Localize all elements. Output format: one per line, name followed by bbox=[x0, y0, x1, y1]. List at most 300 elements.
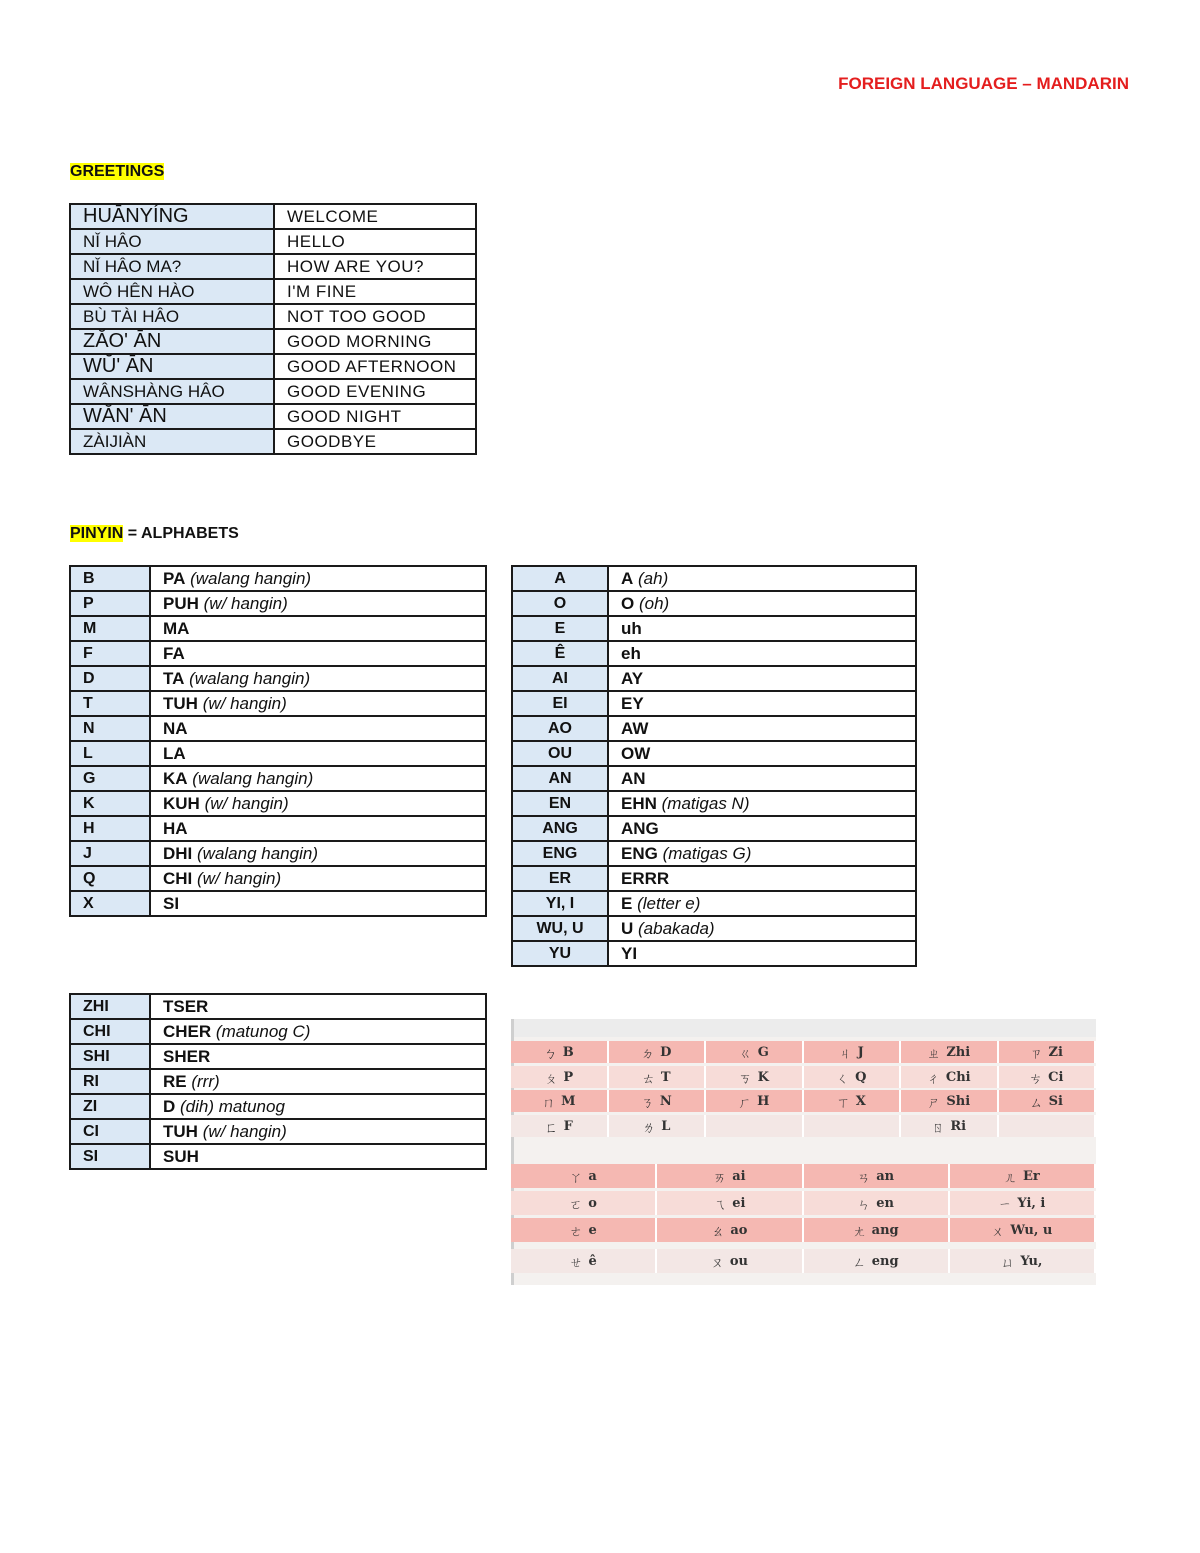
greeting-mandarin: BÙ TÀI HÂO bbox=[70, 304, 274, 329]
table-row bbox=[512, 891, 916, 916]
pinyin-sound-cell bbox=[608, 641, 916, 666]
pinyin-sound-cell bbox=[150, 1144, 486, 1169]
zhuyin-glyph: ㄩ bbox=[1001, 1255, 1015, 1271]
greeting-english: NOT TOO GOOD bbox=[274, 304, 476, 329]
greeting-english: GOOD NIGHT bbox=[274, 404, 476, 429]
greeting-english: HOW ARE YOU? bbox=[274, 254, 476, 279]
pinyin-sound-cell bbox=[608, 891, 916, 916]
pinyin-sound: NA bbox=[163, 719, 188, 738]
chart-cell bbox=[901, 1090, 999, 1112]
chart-cell bbox=[950, 1191, 1096, 1215]
table-row bbox=[70, 404, 476, 429]
pinyin-letter: EI bbox=[512, 691, 608, 716]
zhuyin-glyph: ㄌ bbox=[642, 1120, 656, 1136]
pinyin-sound: E bbox=[621, 894, 633, 913]
pinyin-sound: TSER bbox=[163, 997, 209, 1016]
pinyin-note: (oh) bbox=[638, 594, 670, 613]
table-row bbox=[512, 641, 916, 666]
chart-cell bbox=[706, 1090, 804, 1112]
zhuyin-label: ai bbox=[732, 1168, 746, 1184]
zhuyin-label: H bbox=[757, 1093, 770, 1109]
chart-cell bbox=[901, 1066, 999, 1088]
table-row bbox=[70, 1069, 486, 1094]
pinyin-sound: EY bbox=[621, 694, 644, 713]
table-row bbox=[512, 916, 916, 941]
pinyin-sound-cell bbox=[608, 766, 916, 791]
pinyin-sound-cell bbox=[608, 566, 916, 591]
pinyin-title-text: PINYIN bbox=[70, 525, 124, 542]
pinyin-sound: TA bbox=[163, 669, 185, 688]
pinyin-letter: ZHI bbox=[70, 994, 150, 1019]
pinyin-letter: P bbox=[70, 591, 150, 616]
zhuyin-label: N bbox=[659, 1093, 672, 1109]
zhuyin-label: eng bbox=[871, 1253, 899, 1269]
pinyin-sound: LA bbox=[163, 744, 186, 763]
pinyin-title bbox=[70, 525, 239, 543]
pinyin-letter: X bbox=[70, 891, 150, 916]
zhuyin-label: e bbox=[588, 1222, 597, 1238]
chart-row bbox=[511, 1066, 1096, 1088]
table-row bbox=[70, 1044, 486, 1069]
table-row bbox=[70, 741, 486, 766]
table-row bbox=[512, 566, 916, 591]
pinyin-letter: M bbox=[70, 616, 150, 641]
zhuyin-label: Ci bbox=[1048, 1069, 1064, 1085]
chart-row bbox=[511, 1115, 1096, 1137]
pinyin-sound-cell bbox=[150, 741, 486, 766]
pinyin-note: (dih) matunog bbox=[180, 1097, 285, 1116]
pinyin-letter: AN bbox=[512, 766, 608, 791]
zhuyin-label: Q bbox=[855, 1069, 867, 1085]
pinyin-sound-cell bbox=[608, 941, 916, 966]
pinyin-sound: uh bbox=[621, 619, 642, 638]
zhuyin-label: D bbox=[660, 1044, 672, 1060]
zhuyin-glyph: ㄖ bbox=[931, 1120, 945, 1136]
pinyin-sound-cell bbox=[608, 691, 916, 716]
zhuyin-glyph: ㄝ bbox=[569, 1255, 583, 1271]
greeting-mandarin: NǏ HÂO bbox=[70, 229, 274, 254]
table-row bbox=[512, 791, 916, 816]
chart-row bbox=[511, 1249, 1096, 1273]
pinyin-note: (walang hangin) bbox=[197, 844, 318, 863]
pinyin-letter: SI bbox=[70, 1144, 150, 1169]
pinyin-sound: ANG bbox=[621, 819, 659, 838]
zhuyin-glyph: ㄤ bbox=[852, 1224, 866, 1240]
pinyin-sound: PUH bbox=[163, 594, 199, 613]
pinyin-sound: U bbox=[621, 919, 634, 938]
zhuyin-label: Wu, u bbox=[1010, 1222, 1053, 1238]
pinyin-sound-cell bbox=[150, 866, 486, 891]
table-row bbox=[512, 741, 916, 766]
table-row bbox=[512, 616, 916, 641]
chart-cell bbox=[609, 1090, 707, 1112]
chart-cell bbox=[804, 1090, 902, 1112]
chart-cell bbox=[706, 1115, 804, 1137]
pinyin-letter: ANG bbox=[512, 816, 608, 841]
pinyin-letter: J bbox=[70, 841, 150, 866]
zhuyin-label: a bbox=[588, 1168, 597, 1184]
zhuyin-glyph: ㄚ bbox=[569, 1170, 583, 1186]
zhuyin-label: Shi bbox=[946, 1093, 971, 1109]
pinyin-note: (walang hangin) bbox=[192, 769, 314, 788]
chart-cell bbox=[901, 1115, 999, 1137]
table-row bbox=[512, 841, 916, 866]
pinyin-sound-cell bbox=[150, 1094, 486, 1119]
greetings-title bbox=[70, 163, 164, 181]
pinyin-letter: AI bbox=[512, 666, 608, 691]
chart-cell bbox=[511, 1164, 657, 1188]
pinyin-sound: AN bbox=[621, 769, 646, 788]
zhuyin-label: ê bbox=[588, 1253, 597, 1269]
pinyin-letter: F bbox=[70, 641, 150, 666]
zhuyin-glyph: ㄙ bbox=[1029, 1095, 1043, 1111]
pinyin-letter: CHI bbox=[70, 1019, 150, 1044]
pinyin-letter: RI bbox=[70, 1069, 150, 1094]
pinyin-letter: CI bbox=[70, 1119, 150, 1144]
pinyin-title-suffix: = ALPHABETS bbox=[123, 525, 239, 542]
zhuyin-label: o bbox=[588, 1195, 597, 1211]
pinyin-letter: ER bbox=[512, 866, 608, 891]
pinyin-sound-cell bbox=[608, 666, 916, 691]
pinyin-note: (letter e) bbox=[637, 894, 701, 913]
zhuyin-glyph: ㄏ bbox=[738, 1095, 752, 1111]
table-row bbox=[70, 666, 486, 691]
retroflex-table bbox=[69, 993, 487, 1170]
chart-cell bbox=[511, 1090, 609, 1112]
table-row bbox=[70, 254, 476, 279]
greeting-english: HELLO bbox=[274, 229, 476, 254]
pinyin-note: (abakada) bbox=[638, 919, 715, 938]
zhuyin-glyph: ㄧ bbox=[998, 1197, 1012, 1213]
pinyin-sound: TUH bbox=[163, 1122, 198, 1141]
pinyin-sound: OW bbox=[621, 744, 651, 763]
chart-cell bbox=[511, 1191, 657, 1215]
pinyin-sound-cell bbox=[150, 566, 486, 591]
pinyin-sound: SUH bbox=[163, 1147, 199, 1166]
pinyin-sound: AW bbox=[621, 719, 649, 738]
zhuyin-label: ou bbox=[729, 1253, 748, 1269]
zhuyin-glyph: ㄍ bbox=[738, 1046, 752, 1062]
zhuyin-glyph: ㄒ bbox=[836, 1095, 850, 1111]
chart-cell bbox=[999, 1041, 1097, 1063]
zhuyin-glyph: ㄐ bbox=[838, 1046, 852, 1062]
table-row bbox=[70, 841, 486, 866]
pinyin-letter: Ê bbox=[512, 641, 608, 666]
table-row bbox=[70, 691, 486, 716]
pinyin-note: (w/ hangin) bbox=[197, 869, 282, 888]
zhuyin-label: L bbox=[661, 1118, 671, 1134]
zhuyin-glyph: ㄞ bbox=[713, 1170, 727, 1186]
pinyin-letter: A bbox=[512, 566, 608, 591]
pinyin-sound: PA bbox=[163, 569, 186, 588]
zhuyin-label: Si bbox=[1048, 1093, 1063, 1109]
pinyin-letter: N bbox=[70, 716, 150, 741]
pinyin-note: (w/ hangin) bbox=[203, 594, 288, 613]
pinyin-sound: EHN bbox=[621, 794, 657, 813]
chart-row bbox=[511, 1090, 1096, 1112]
table-row bbox=[70, 866, 486, 891]
chart-cell bbox=[609, 1066, 707, 1088]
pinyin-sound-cell bbox=[608, 741, 916, 766]
table-row bbox=[70, 566, 486, 591]
pinyin-sound: ENG bbox=[621, 844, 658, 863]
zhuyin-label: en bbox=[876, 1195, 894, 1211]
pinyin-sound-cell bbox=[150, 791, 486, 816]
chart-cell bbox=[804, 1191, 950, 1215]
pinyin-letter: OU bbox=[512, 741, 608, 766]
zhuyin-label: X bbox=[855, 1093, 866, 1109]
zhuyin-chart-image bbox=[511, 1019, 1096, 1285]
table-row bbox=[70, 204, 476, 229]
table-row bbox=[70, 429, 476, 454]
pinyin-note: (ah) bbox=[638, 569, 669, 588]
chart-cell bbox=[999, 1090, 1097, 1112]
zhuyin-label: K bbox=[757, 1069, 769, 1085]
pinyin-sound-cell bbox=[608, 816, 916, 841]
pinyin-sound-cell bbox=[608, 866, 916, 891]
zhuyin-glyph: ㄓ bbox=[927, 1046, 941, 1062]
pinyin-sound: YI bbox=[621, 944, 638, 963]
zhuyin-label: F bbox=[563, 1118, 573, 1134]
table-row bbox=[512, 816, 916, 841]
zhuyin-glyph: ㄨ bbox=[991, 1224, 1005, 1240]
zhuyin-glyph: ㄇ bbox=[542, 1095, 556, 1111]
pinyin-letter: E bbox=[512, 616, 608, 641]
chart-cell bbox=[901, 1041, 999, 1063]
page-header: FOREIGN LANGUAGE – MANDARIN bbox=[838, 74, 1129, 93]
chart-cell bbox=[511, 1218, 657, 1242]
pinyin-sound: O bbox=[621, 594, 635, 613]
table-row bbox=[70, 1119, 486, 1144]
pinyin-letter: YU bbox=[512, 941, 608, 966]
zhuyin-glyph: ㄛ bbox=[569, 1197, 583, 1213]
pinyin-letter: WU, U bbox=[512, 916, 608, 941]
chart-cell bbox=[804, 1066, 902, 1088]
table-row bbox=[70, 1094, 486, 1119]
pinyin-sound: MA bbox=[163, 619, 190, 638]
pinyin-letter: ZI bbox=[70, 1094, 150, 1119]
pinyin-sound-cell bbox=[150, 641, 486, 666]
pinyin-letter: ENG bbox=[512, 841, 608, 866]
zhuyin-glyph: ㄘ bbox=[1029, 1071, 1043, 1087]
greetings-title-text: GREETINGS bbox=[70, 163, 165, 180]
pinyin-note: (matunog C) bbox=[215, 1022, 311, 1041]
pinyin-sound-cell bbox=[150, 1119, 486, 1144]
pinyin-note: (w/ hangin) bbox=[202, 1122, 287, 1141]
pinyin-sound-cell bbox=[150, 716, 486, 741]
pinyin-note: (rrr) bbox=[191, 1072, 220, 1091]
greeting-mandarin: ZĂO' ĀN bbox=[70, 329, 274, 354]
greeting-english: GOOD AFTERNOON bbox=[274, 354, 476, 379]
chart-cell bbox=[511, 1041, 609, 1063]
pinyin-letter: EN bbox=[512, 791, 608, 816]
greeting-english: GOOD MORNING bbox=[274, 329, 476, 354]
consonants-table bbox=[69, 565, 487, 917]
pinyin-letter: YI, I bbox=[512, 891, 608, 916]
table-row bbox=[70, 716, 486, 741]
table-row bbox=[70, 279, 476, 304]
chart-row bbox=[511, 1191, 1096, 1215]
chart-cell bbox=[804, 1164, 950, 1188]
pinyin-sound: DHI bbox=[163, 844, 193, 863]
pinyin-letter: B bbox=[70, 566, 150, 591]
greeting-mandarin: WÂNSHÀNG HÂO bbox=[70, 379, 274, 404]
zhuyin-label: J bbox=[857, 1044, 864, 1060]
chart-cell bbox=[609, 1115, 707, 1137]
table-row bbox=[70, 591, 486, 616]
zhuyin-label: Er bbox=[1023, 1168, 1040, 1184]
zhuyin-label: ang bbox=[871, 1222, 899, 1238]
pinyin-sound: KA bbox=[163, 769, 188, 788]
pinyin-sound-cell bbox=[150, 1044, 486, 1069]
table-row bbox=[512, 941, 916, 966]
pinyin-note: (walang hangin) bbox=[189, 669, 311, 688]
greeting-mandarin: WŬ' ĀN bbox=[70, 354, 274, 379]
pinyin-sound-cell bbox=[150, 1069, 486, 1094]
greeting-english: GOOD EVENING bbox=[274, 379, 476, 404]
zhuyin-glyph: ㄆ bbox=[544, 1071, 558, 1087]
table-row bbox=[512, 666, 916, 691]
table-row bbox=[70, 329, 476, 354]
pinyin-sound: HA bbox=[163, 819, 188, 838]
pinyin-sound: eh bbox=[621, 644, 641, 663]
chart-cell bbox=[511, 1249, 657, 1273]
pinyin-sound-cell bbox=[150, 841, 486, 866]
zhuyin-glyph: ㄟ bbox=[713, 1197, 727, 1213]
pinyin-sound: D bbox=[163, 1097, 176, 1116]
zhuyin-label: an bbox=[876, 1168, 895, 1184]
pinyin-note: (w/ hangin) bbox=[204, 794, 289, 813]
pinyin-note: (w/ hangin) bbox=[202, 694, 287, 713]
table-row bbox=[512, 591, 916, 616]
zhuyin-glyph: ㄣ bbox=[857, 1197, 871, 1213]
pinyin-sound-cell bbox=[608, 791, 916, 816]
zhuyin-glyph: ㄑ bbox=[836, 1071, 850, 1087]
zhuyin-glyph: ㄠ bbox=[711, 1224, 725, 1240]
zhuyin-label: M bbox=[561, 1093, 576, 1109]
chart-cell bbox=[609, 1041, 707, 1063]
table-row bbox=[70, 1019, 486, 1044]
zhuyin-label: ao bbox=[730, 1222, 748, 1238]
chart-row bbox=[511, 1218, 1096, 1242]
table-row bbox=[70, 379, 476, 404]
table-row bbox=[70, 1144, 486, 1169]
zhuyin-label: P bbox=[563, 1069, 574, 1085]
pinyin-sound-cell bbox=[608, 716, 916, 741]
chart-cell bbox=[706, 1041, 804, 1063]
zhuyin-label: B bbox=[562, 1044, 574, 1060]
chart-cell bbox=[804, 1115, 902, 1137]
table-row bbox=[512, 866, 916, 891]
greeting-mandarin: ZÀIJIÀN bbox=[70, 429, 274, 454]
pinyin-letter: SHI bbox=[70, 1044, 150, 1069]
zhuyin-glyph: ㄗ bbox=[1029, 1046, 1043, 1062]
chart-cell bbox=[804, 1249, 950, 1273]
chart-cell bbox=[657, 1249, 803, 1273]
zhuyin-glyph: ㄊ bbox=[641, 1071, 655, 1087]
pinyin-sound-cell bbox=[150, 591, 486, 616]
zhuyin-glyph: ㄜ bbox=[569, 1224, 583, 1240]
table-row bbox=[70, 766, 486, 791]
zhuyin-label: Chi bbox=[945, 1069, 971, 1085]
pinyin-sound-cell bbox=[150, 666, 486, 691]
pinyin-sound-cell bbox=[150, 691, 486, 716]
zhuyin-label: Yu, bbox=[1020, 1253, 1043, 1269]
greeting-mandarin: WĂN' ĀN bbox=[70, 404, 274, 429]
zhuyin-label: G bbox=[757, 1044, 769, 1060]
chart-cell bbox=[950, 1249, 1096, 1273]
zhuyin-label: T bbox=[660, 1069, 671, 1085]
pinyin-sound-cell bbox=[150, 766, 486, 791]
pinyin-sound-cell bbox=[608, 916, 916, 941]
zhuyin-glyph: ㄎ bbox=[738, 1071, 752, 1087]
pinyin-letter: D bbox=[70, 666, 150, 691]
table-row bbox=[70, 816, 486, 841]
pinyin-letter: L bbox=[70, 741, 150, 766]
table-row bbox=[70, 891, 486, 916]
zhuyin-label: ei bbox=[732, 1195, 746, 1211]
pinyin-sound-cell bbox=[150, 1019, 486, 1044]
pinyin-letter: Q bbox=[70, 866, 150, 891]
pinyin-note: (matigas N) bbox=[661, 794, 750, 813]
pinyin-sound: RE bbox=[163, 1072, 187, 1091]
chart-cell bbox=[657, 1218, 803, 1242]
pinyin-sound: SI bbox=[163, 894, 180, 913]
pinyin-sound: KUH bbox=[163, 794, 200, 813]
pinyin-sound: FA bbox=[163, 644, 185, 663]
chart-cell bbox=[706, 1066, 804, 1088]
pinyin-sound: CHI bbox=[163, 869, 193, 888]
pinyin-sound-cell bbox=[150, 994, 486, 1019]
table-row bbox=[70, 229, 476, 254]
table-row bbox=[512, 766, 916, 791]
chart-cell bbox=[999, 1066, 1097, 1088]
chart-cell bbox=[950, 1164, 1096, 1188]
pinyin-letter: O bbox=[512, 591, 608, 616]
pinyin-note: (matigas G) bbox=[662, 844, 752, 863]
pinyin-sound: A bbox=[621, 569, 634, 588]
pinyin-sound: TUH bbox=[163, 694, 198, 713]
zhuyin-glyph: ㄔ bbox=[926, 1071, 940, 1087]
chart-cell bbox=[657, 1164, 803, 1188]
chart-row bbox=[511, 1164, 1096, 1188]
chart-cell bbox=[657, 1191, 803, 1215]
pinyin-sound-cell bbox=[150, 891, 486, 916]
pinyin-sound: ERRR bbox=[621, 869, 670, 888]
greeting-english: WELCOME bbox=[274, 204, 476, 229]
greeting-mandarin: NǏ HÂO MA? bbox=[70, 254, 274, 279]
chart-cell bbox=[511, 1066, 609, 1088]
zhuyin-label: Zi bbox=[1048, 1044, 1063, 1060]
greeting-english: I'M FINE bbox=[274, 279, 476, 304]
pinyin-sound-cell bbox=[608, 591, 916, 616]
table-row bbox=[512, 691, 916, 716]
zhuyin-label: Ri bbox=[950, 1118, 967, 1134]
pinyin-sound-cell bbox=[150, 816, 486, 841]
pinyin-sound: CHER bbox=[163, 1022, 212, 1041]
zhuyin-glyph: ㄢ bbox=[857, 1170, 871, 1186]
pinyin-letter: G bbox=[70, 766, 150, 791]
zhuyin-glyph: ㄈ bbox=[544, 1120, 558, 1136]
table-row bbox=[70, 994, 486, 1019]
pinyin-note: (walang hangin) bbox=[190, 569, 312, 588]
chart-cell bbox=[999, 1115, 1097, 1137]
chart-top-bar bbox=[511, 1019, 1096, 1037]
table-row bbox=[70, 641, 486, 666]
zhuyin-glyph: ㄥ bbox=[852, 1255, 866, 1271]
table-row bbox=[70, 354, 476, 379]
table-row bbox=[70, 791, 486, 816]
